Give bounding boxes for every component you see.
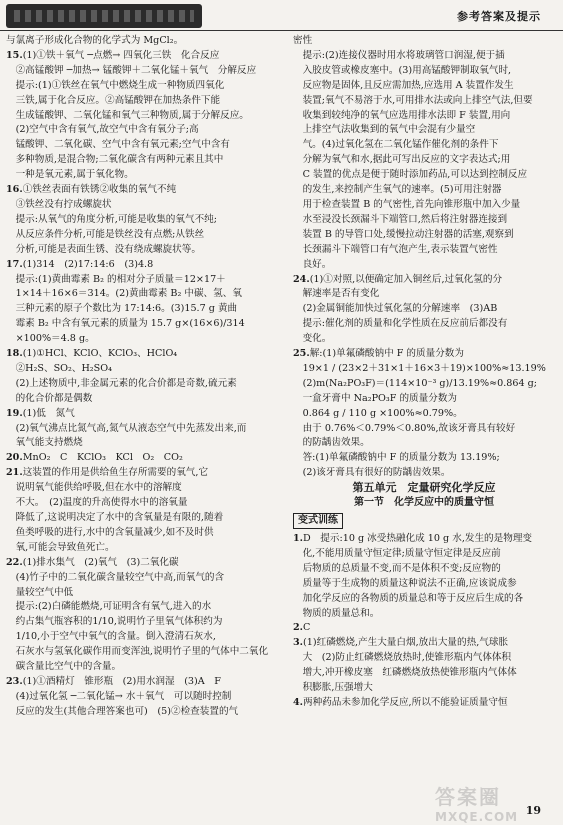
text-line: 的化合价都是偶数 bbox=[6, 392, 93, 404]
text-line: 霉素 B₂ 中含有氧元素的质量为 15.7 g×(16×6)/314 bbox=[6, 318, 245, 330]
text-line: 装置;氧气不易溶于水,可用排水法或向上排空气法,但要 bbox=[293, 94, 533, 106]
watermark-text: 答案圈 bbox=[435, 785, 501, 809]
question-number: 21. bbox=[6, 467, 23, 479]
text-line: 反应物是固体,且反应需加热,应选用 A 装置作发生 bbox=[293, 79, 514, 91]
text-line: ②H₂S、SO₂、H₂SO₄ bbox=[6, 362, 112, 374]
page-header bbox=[0, 0, 563, 34]
text-line: 17.(1)314 (2)17:14:6 (3)4.8 bbox=[6, 258, 154, 270]
text-line: 解速率是否有变化 bbox=[293, 288, 380, 300]
text-line: (2)上述物质中,非金属元素的化合价都是奇数,硫元素 bbox=[6, 377, 237, 389]
text-line: 锰酸钾、二氧化碳、空气中含有氧元素;空气中含有 bbox=[6, 139, 230, 151]
question-number: 19. bbox=[6, 407, 23, 419]
text-line: (2)空气中含有氧气,故空气中含有氧分子;高 bbox=[6, 124, 199, 136]
text-line: 积膨胀,压强增大 bbox=[293, 682, 373, 694]
text-line: 氧气能支持燃烧 bbox=[6, 437, 83, 449]
text-line: 收集到较纯净的氧气应选用排水法即 F 装置,用向 bbox=[293, 109, 511, 121]
question-number: 2. bbox=[293, 622, 304, 634]
right-column bbox=[293, 34, 555, 711]
text-line: 提示:催化剂的质量和化学性质在反应前后都没有 bbox=[293, 318, 508, 330]
exercise-box-label: 变式训练 bbox=[293, 513, 343, 529]
text-line: 大 (2)防止红磷燃烧放热时,使锥形瓶内气体体积 bbox=[293, 652, 512, 664]
text-line: 3.(1)红磷燃烧,产生大量白烟,放出大量的热,气球胀 bbox=[293, 637, 509, 649]
watermark-url: MXQE.COM bbox=[435, 810, 519, 824]
text-line: 装置 B 的导管口处,缓慢拉动注射器的活塞,观察到 bbox=[293, 228, 514, 240]
text-line: 密性 bbox=[293, 35, 313, 46]
unit-title: 第五单元 定量研究化学反应 bbox=[352, 481, 496, 495]
question-number: 24. bbox=[293, 273, 310, 285]
text-line: 降低了,这说明决定了水中的含氧量是有限的,随着 bbox=[6, 512, 224, 523]
text-line: 反应的发生(其他合理答案也可) (5)②检查装置的气 bbox=[6, 705, 239, 717]
text-line: 1.D 提示:10 g 冰受热融化成 10 g 水,发生的是物理变 bbox=[293, 533, 533, 544]
text-line: ③铁丝没有拧成螺旋状 bbox=[6, 198, 112, 210]
text-line: 生成锰酸钾、二氧化锰和氧气三种物质,属于分解反应。 bbox=[6, 109, 249, 121]
text-line: 23.(1)①酒精灯 锥形瓶 (2)用水润湿 (3)A F bbox=[6, 675, 221, 687]
text-line: 从反应条件分析,可能是铁丝没有点燃;从铁丝 bbox=[6, 228, 205, 240]
text-line: 石灰水与氢氧化碳作用而变浑浊,说明竹子里的气体中二氧化 bbox=[6, 646, 269, 658]
text-line: (4)竹子中的二氧化碳含量较空气中高,而氧气的含 bbox=[6, 571, 225, 583]
text-line: (2)氧气沸点比氮气高,氮气从液态空气中先蒸发出来,而 bbox=[6, 422, 247, 434]
text-line: 说明氧气能供给呼吸,但在水中的溶解度 bbox=[6, 482, 182, 494]
question-number: 4. bbox=[293, 696, 304, 708]
text-line: 4.两种药品未参加化学反应,所以不能验证质量守恒 bbox=[293, 696, 508, 708]
text-line: 24.(1)①对照,以便确定加入铜丝后,过氧化氢的分 bbox=[293, 273, 503, 285]
text-line: 水至浸没长颈漏斗下端管口,然后将注射器连接到 bbox=[293, 213, 508, 225]
text-line: 约占集气瓶容积的1/10,说明竹子里氧气体积约为 bbox=[6, 616, 223, 628]
text-line: C 装置的优点是便于随时添加药品,可以达到控制反应 bbox=[293, 169, 528, 181]
text-line: 提示:(1)黄曲霉素 B₂ 的相对分子质量＝12×17＋ bbox=[6, 273, 226, 285]
left-column bbox=[6, 34, 289, 720]
header-banner-image bbox=[6, 4, 202, 28]
text-line: 答:(1)单氟磷酸钠中 F 的质量分数为 13.19%; bbox=[293, 452, 500, 464]
question-number: 23. bbox=[6, 675, 23, 687]
question-number: 1. bbox=[293, 533, 304, 544]
text-line: 2.C bbox=[293, 622, 311, 634]
text-line: 三种元素的原子个数比为 17:14:6。(3)15.7 g 黄曲 bbox=[6, 303, 238, 315]
text-line: 的防龋齿效果。 bbox=[293, 437, 370, 449]
text-line: 气。(4)过氧化氢在二氧化锰作催化剂的条件下 bbox=[293, 139, 499, 151]
text-line: 长颈漏斗下端管口有气泡产生,表示装置气密性 bbox=[293, 243, 498, 255]
text-line: 15.(1)①铁＋氧气 ─点燃→ 四氧化三铁 化合反应 bbox=[6, 49, 220, 61]
header-rule bbox=[0, 30, 563, 31]
text-line: 18.(1)①HCl、KClO、KClO₃、HClO₄ bbox=[6, 348, 178, 360]
text-line: ②高锰酸钾 ─加热→ 锰酸钾＋二氧化锰＋氧气 分解反应 bbox=[6, 64, 257, 76]
text-line: (2)该牙膏具有很好的防龋齿效果。 bbox=[293, 467, 451, 479]
text-line: 分析,可能是表面生锈、没有绕成螺旋状等。 bbox=[6, 243, 201, 255]
question-number: 22. bbox=[6, 556, 23, 568]
question-number: 18. bbox=[6, 348, 23, 360]
text-line: 加化学反应的各物质的质量总和等于反应后生成的各 bbox=[293, 592, 524, 604]
text-line: 提示:(2)白磷能燃烧,可证明含有氧气,进入的水 bbox=[6, 601, 212, 613]
text-line: 后物质的总质量不变,而不是体积不变;反应物的 bbox=[293, 562, 501, 574]
text-line: (4)过氧化氢 ─二氧化锰→ 水＋氧气 可以随时控制 bbox=[6, 690, 232, 702]
text-line: 19.(1)低 氮气 bbox=[6, 407, 75, 419]
text-line: 25.解:(1)单氟磷酸钠中 F 的质量分数为 bbox=[293, 348, 464, 360]
text-line: 提示:(1)①铁丝在氧气中燃烧生成一种物质四氧化 bbox=[6, 79, 225, 91]
text-line: 上排空气法收集到的氧气中会混有少量空 bbox=[293, 124, 476, 136]
text-line: 鱼类呼吸的进行,水中的含氧量减少,如不及时供 bbox=[6, 526, 214, 538]
text-line: ×100%＝4.8 g。 bbox=[6, 333, 95, 345]
text-line: 碳含量比空气中的含量。 bbox=[6, 661, 122, 673]
text-line: 提示:从氧气的角度分析,可能是收集的氧气不纯; bbox=[6, 213, 217, 225]
text-line: 氧,可能会导致鱼死亡。 bbox=[6, 541, 115, 553]
text-line: 16.①铁丝表面有铁锈②收集的氧气不纯 bbox=[6, 184, 177, 196]
text-line: (2)m(Na₂PO₃F)＝(114×10⁻³ g)/13.19%≈0.864 g; bbox=[293, 377, 538, 389]
question-number: 25. bbox=[293, 348, 310, 360]
question-number: 15. bbox=[6, 49, 23, 61]
text-line: 20.MnO₂ C KClO₃ KCl O₂ CO₂ bbox=[6, 452, 183, 464]
page-number: 19 bbox=[525, 804, 541, 817]
text-line: 22.(1)排水集气 (2)氧气 (3)二氧化碳 bbox=[6, 556, 179, 568]
text-line: 与氯离子形成化合物的化学式为 MgCl₂。 bbox=[6, 35, 184, 46]
text-line: 增大,冲开橡皮塞 红磷燃烧放热使锥形瓶内气体体 bbox=[293, 667, 517, 679]
text-line: 19×1 / (23×2＋31×1＋16×3＋19)×100%≈13.19% bbox=[293, 362, 546, 374]
text-line: 提示:(2)连接仪器时用水将玻璃管口润湿,便于插 bbox=[293, 49, 505, 61]
right-answers-continued bbox=[293, 34, 555, 481]
text-line: 量较空气中低 bbox=[6, 586, 74, 598]
text-line: 不大。 (2)温度的升高使得水中的溶氧量 bbox=[6, 497, 188, 509]
text-line: 0.864 g / 110 g ×100%≈0.79%。 bbox=[293, 407, 463, 419]
text-line: 质量等于生成物的质量这种说法不正确,应该说成参 bbox=[293, 577, 517, 589]
text-line: 良好。 bbox=[293, 258, 332, 270]
text-line: 一盒牙膏中 Na₂PO₃F 的质量分数为 bbox=[293, 392, 458, 404]
text-line: 入胶皮管或橡皮塞中。(3)用高锰酸钾制取氧气时, bbox=[293, 64, 512, 76]
text-line: 物质的质量总和。 bbox=[293, 607, 380, 619]
text-line: 的发生,来控制产生氧气的速率。(5)可用注射器 bbox=[293, 184, 502, 196]
text-line: 多种物质,是混合物;二氧化碳含有两种元素且其中 bbox=[6, 154, 224, 166]
text-line: 一种是氧元素,属于氧化物。 bbox=[6, 169, 134, 181]
text-line: 1/10,小于空气中氧气的含量。倒入澄清石灰水, bbox=[6, 631, 216, 643]
text-line: 21.这装置的作用是供给鱼生存所需要的氧气,它 bbox=[6, 467, 209, 479]
question-number: 20. bbox=[6, 452, 23, 464]
text-line: 1×14＋16×6＝314。(2)黄曲霉素 B₂ 中碳、氢、氧 bbox=[6, 288, 242, 300]
text-line: 变化。 bbox=[293, 333, 332, 345]
text-line: (2)金属铜能加快过氧化氢的分解速率 (3)AB bbox=[293, 303, 498, 315]
text-line: 化,不能用质量守恒定律;质量守恒定律是反应前 bbox=[293, 547, 501, 559]
question-number: 3. bbox=[293, 637, 304, 649]
right-answers-unit5 bbox=[293, 532, 555, 711]
text-line: 三铁,属于化合反应。②高锰酸钾在加热条件下能 bbox=[6, 94, 221, 106]
text-line: 用于检查装置 B 的气密性,首先向锥形瓶中加入少量 bbox=[293, 198, 521, 210]
text-line: 由于 0.76%＜0.79%＜0.80%,故该牙膏具有较好 bbox=[293, 422, 516, 434]
section-title: 第一节 化学反应中的质量守恒 bbox=[354, 497, 494, 509]
question-number: 17. bbox=[6, 258, 23, 270]
header-title: 参考答案及提示 bbox=[457, 10, 541, 23]
question-number: 16. bbox=[6, 184, 23, 196]
text-line: 分解为氧气和水,据此可写出反应的文字表达式;用 bbox=[293, 154, 511, 166]
